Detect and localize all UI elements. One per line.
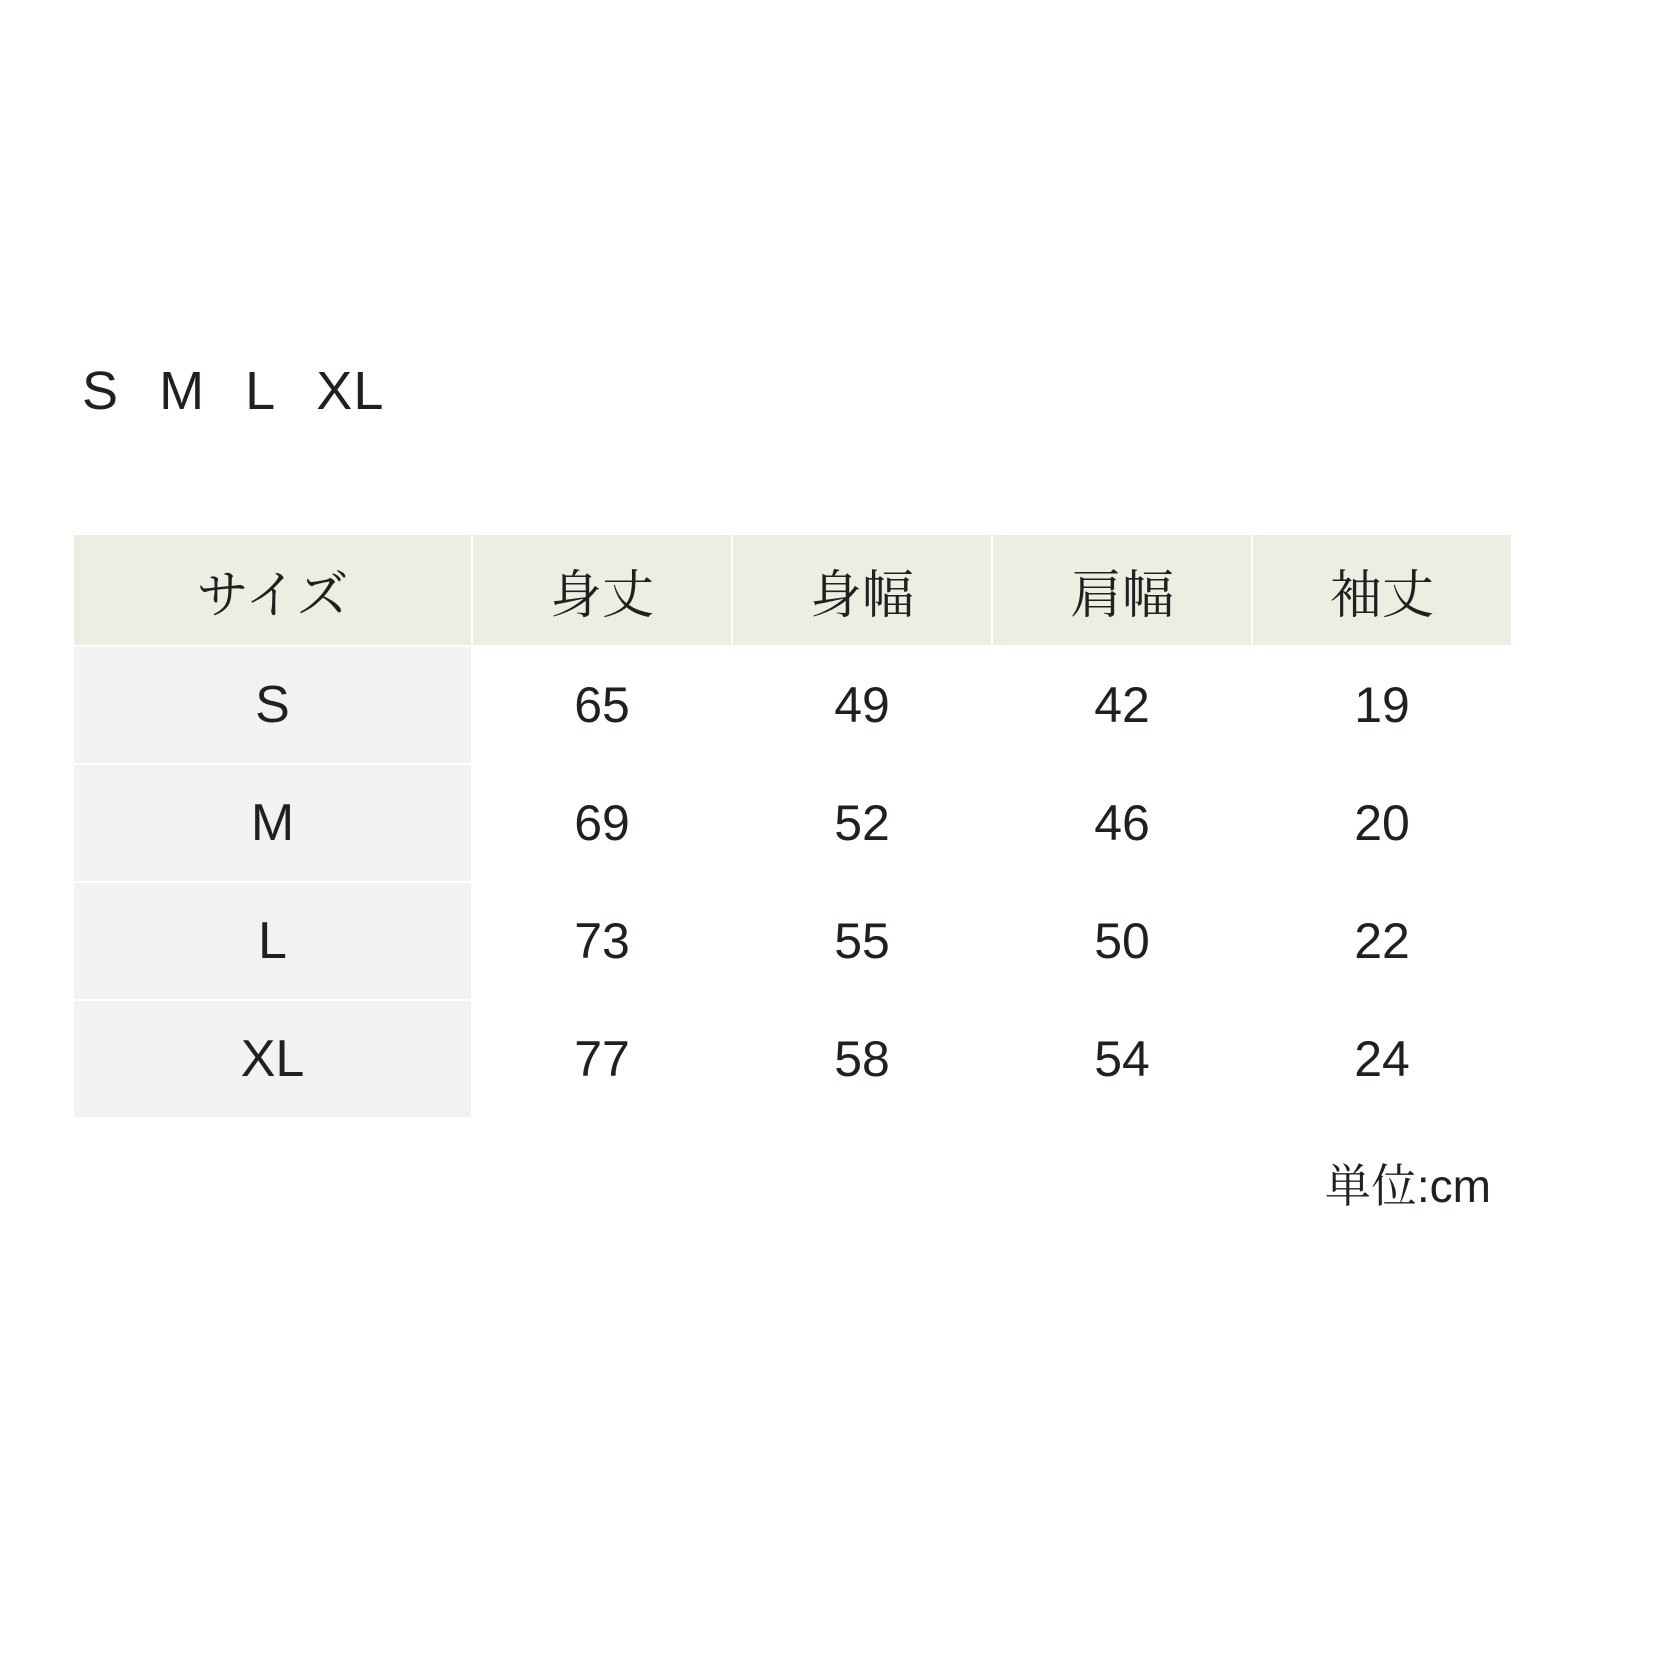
column-header-size: サイズ [73, 534, 472, 646]
column-header-shoulder-width: 肩幅 [992, 534, 1252, 646]
table-row [73, 646, 1512, 764]
cell-m-sleeve-length: 20 [1252, 764, 1512, 882]
table-row [73, 882, 1512, 1000]
column-header-body-length: 身丈 [472, 534, 732, 646]
cell-xl-sleeve-length: 24 [1252, 1000, 1512, 1118]
cell-m-body-width: 52 [732, 764, 992, 882]
row-header-size-m: M [73, 764, 472, 882]
row-header-size-l: L [73, 882, 472, 1000]
cell-l-body-width: 55 [732, 882, 992, 1000]
cell-m-body-length: 69 [472, 764, 732, 882]
table-header-row [73, 534, 1512, 646]
size-table-header [73, 534, 1512, 646]
column-header-sleeve-length: 袖丈 [1252, 534, 1512, 646]
cell-s-body-length: 65 [472, 646, 732, 764]
legend-size-m: M [159, 361, 206, 421]
cell-l-shoulder-width: 50 [992, 882, 1252, 1000]
size-legend [82, 360, 385, 422]
row-header-size-xl: XL [73, 1000, 472, 1118]
column-header-body-width: 身幅 [732, 534, 992, 646]
cell-xl-body-length: 77 [472, 1000, 732, 1118]
table-row [73, 764, 1512, 882]
cell-m-shoulder-width: 46 [992, 764, 1252, 882]
row-header-size-s: S [73, 646, 472, 764]
cell-xl-body-width: 58 [732, 1000, 992, 1118]
table-row [73, 1000, 1512, 1118]
legend-size-s: S [82, 361, 120, 421]
cell-s-body-width: 49 [732, 646, 992, 764]
unit-note: 単位:cm [1324, 1160, 1491, 1212]
cell-xl-shoulder-width: 54 [992, 1000, 1252, 1118]
size-table [72, 533, 1513, 1119]
legend-size-l: L [245, 361, 277, 421]
cell-s-shoulder-width: 42 [992, 646, 1252, 764]
cell-s-sleeve-length: 19 [1252, 646, 1512, 764]
cell-l-sleeve-length: 22 [1252, 882, 1512, 1000]
size-table-container [72, 533, 1492, 1119]
cell-l-body-length: 73 [472, 882, 732, 1000]
legend-size-xl: XL [316, 361, 385, 421]
size-table-body [73, 646, 1512, 1118]
